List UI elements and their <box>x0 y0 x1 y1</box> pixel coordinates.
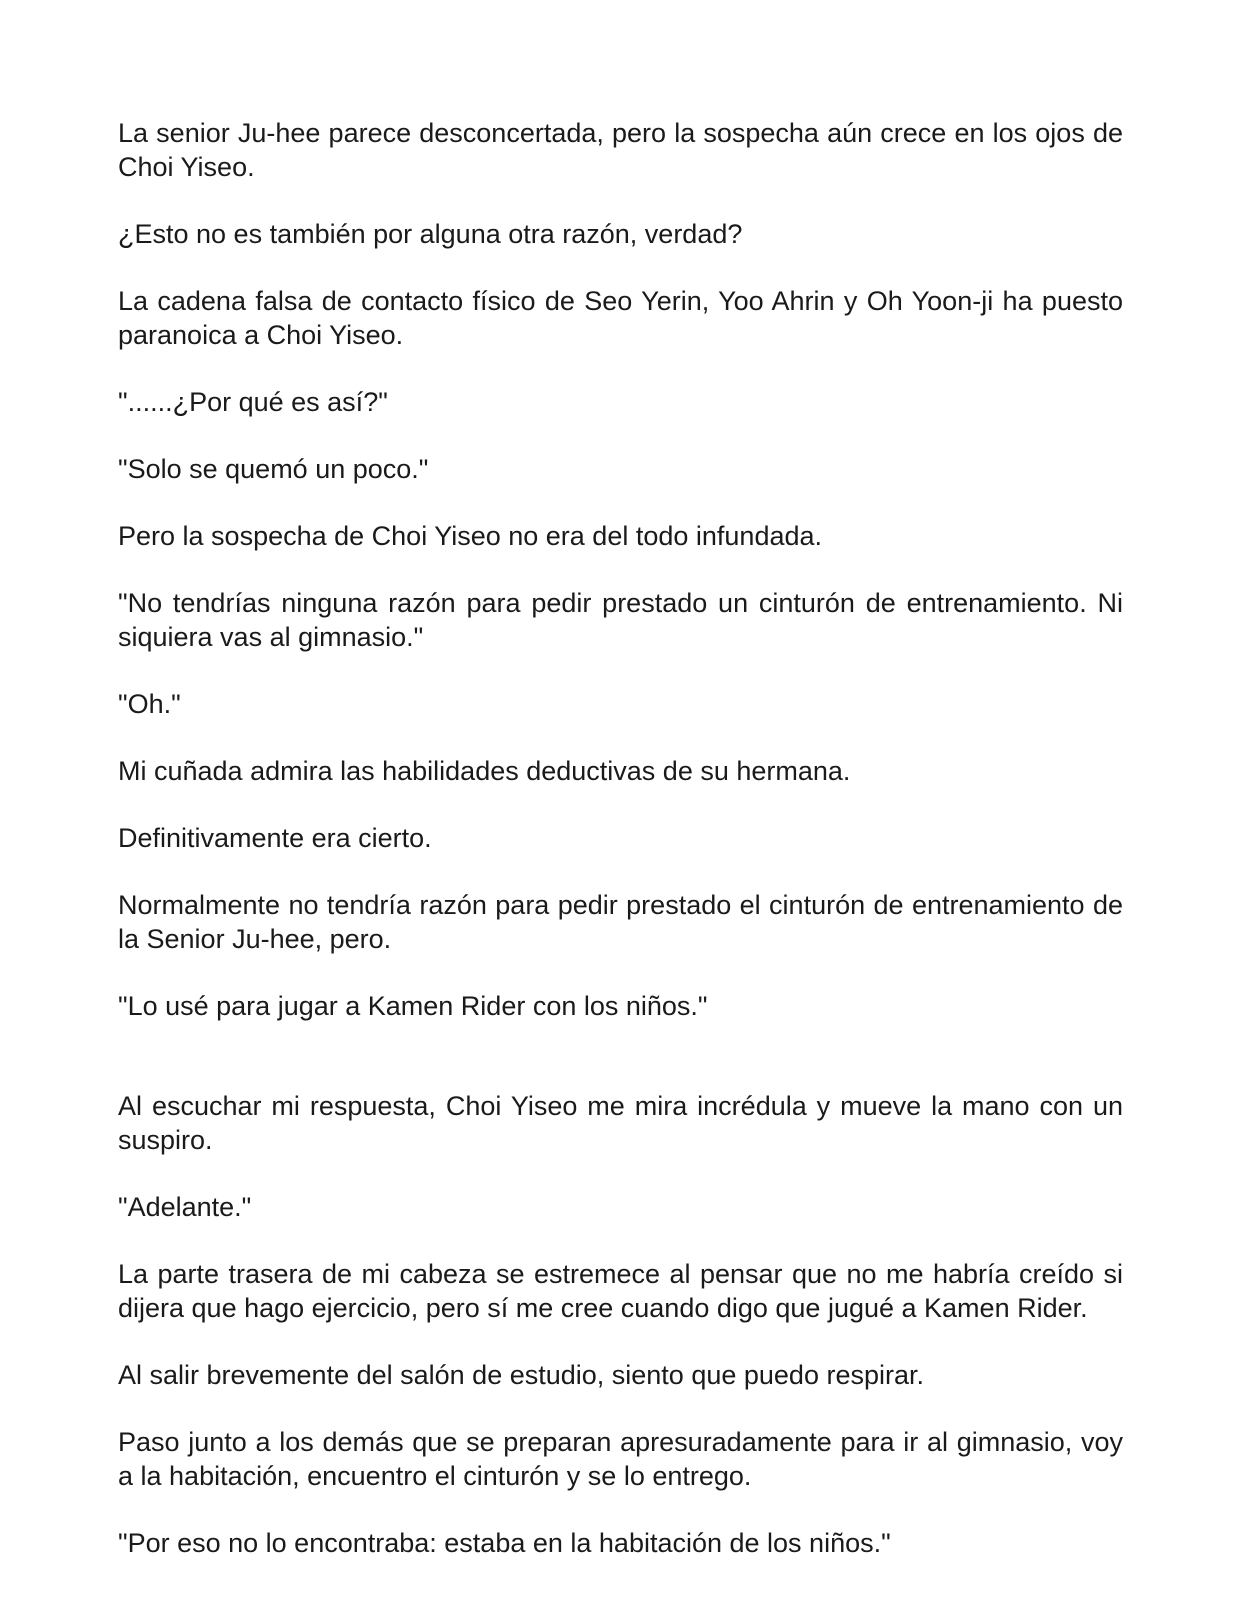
paragraph: Definitivamente era cierto. <box>118 823 432 853</box>
paragraph: ¿Esto no es también por alguna otra razón, verdad? <box>118 219 743 249</box>
paragraph: Al escuchar mi respuesta, Choi Yiseo me mira incrédula y mueve la mano con un suspiro. <box>118 1091 1123 1155</box>
paragraph: La parte trasera de mi cabeza se estremece al pensar que no me habría creído si dijera que hago ejercicio, pero sí me cree cuando digo que jugué a Kamen Rider. <box>118 1259 1123 1323</box>
paragraph: "Lo usé para jugar a Kamen Rider con los niños." <box>118 991 708 1021</box>
paragraph: La senior Ju-hee parece desconcertada, pero la sospecha aún crece en los ojos de Choi Yiseo. <box>118 118 1123 182</box>
paragraph: Pero la sospecha de Choi Yiseo no era del todo infundada. <box>118 521 823 551</box>
paragraph: Mi cuñada admira las habilidades deductivas de su hermana. <box>118 756 851 786</box>
paragraph: "No tendrías ninguna razón para pedir prestado un cinturón de entrenamiento. Ni siquiera vas al gimnasio." <box>118 588 1123 652</box>
paragraph: La cadena falsa de contacto físico de Seo Yerin, Yoo Ahrin y Oh Yoon-ji ha puesto paranoica a Choi Yiseo. <box>118 286 1123 350</box>
document-page <box>118 116 1123 1593</box>
paragraph: "......¿Por qué es así?" <box>118 387 388 417</box>
paragraph: Normalmente no tendría razón para pedir prestado el cinturón de entrenamiento de la Senior Ju-hee, pero. <box>118 890 1123 954</box>
paragraph: "Adelante." <box>118 1192 252 1222</box>
paragraph: "Por eso no lo encontraba: estaba en la habitación de los niños." <box>118 1528 891 1558</box>
paragraph: Al salir brevemente del salón de estudio, siento que puedo respirar. <box>118 1360 924 1390</box>
paragraph: Paso junto a los demás que se preparan apresuradamente para ir al gimnasio, voy a la habitación, encuentro el cinturón y se lo entrego. <box>118 1427 1123 1491</box>
paragraph: "Solo se quemó un poco." <box>118 454 429 484</box>
paragraph: "Oh." <box>118 689 181 719</box>
